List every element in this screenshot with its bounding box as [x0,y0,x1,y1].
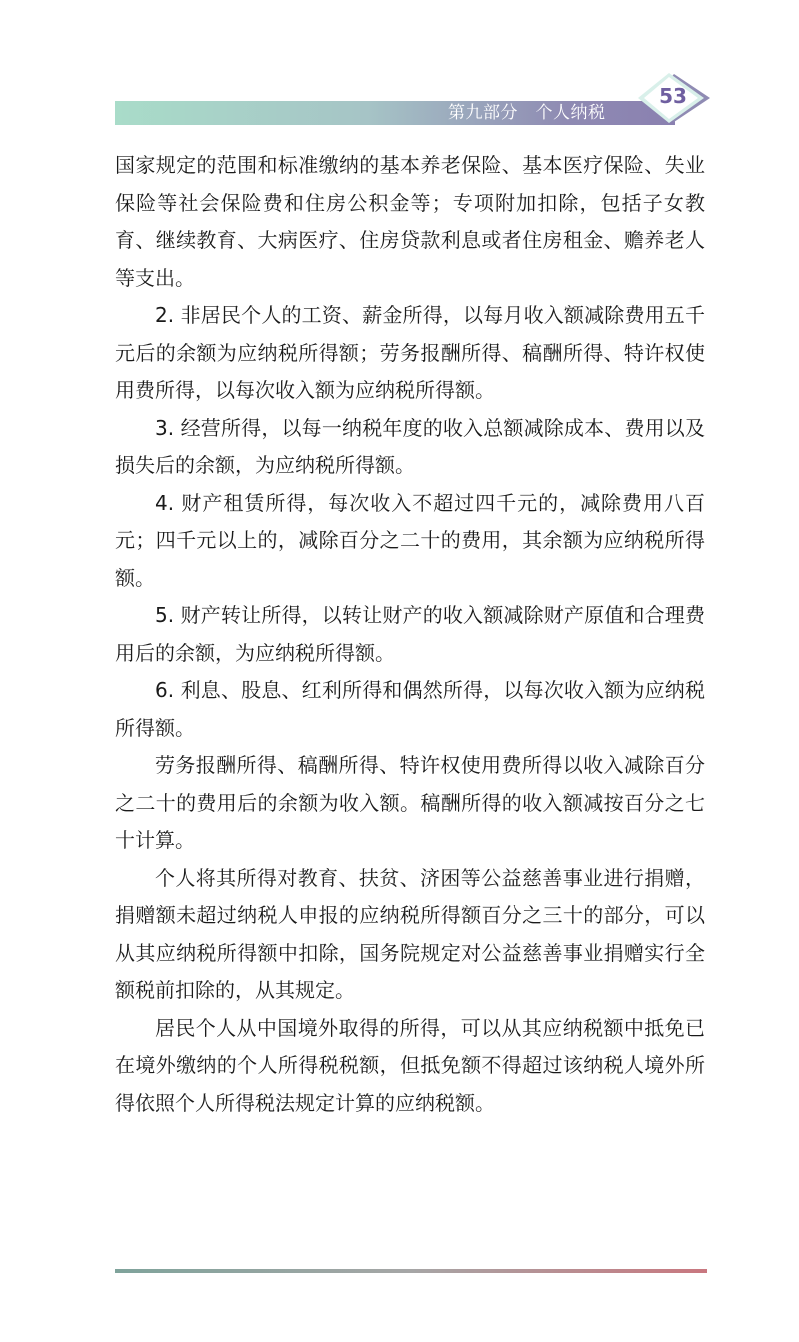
paragraph: 6. 利息、股息、红利所得和偶然所得，以每次收入额为应纳税所得额。 [115,678,705,740]
paragraph: 2. 非居民个人的工资、薪金所得，以每月收入额减除费用五千元后的余额为应纳税所得额；劳务报酬所得、稿酬所得、特许权使用费所得，以每次收入额为应纳税所得额。 [115,303,705,402]
paragraph: 4. 财产租赁所得，每次收入不超过四千元的，减除费用八百元；四千元以上的，减除百分之二十的费用，其余额为应纳税所得额。 [115,490,705,590]
paragraph: 国家规定的范围和标准缴纳的基本养老保险、基本医疗保险、失业保险等社会保险费和住房公积金等；专项附加扣除，包括子女教育、继续教育、大病医疗、住房贷款利息或者住房租金、赡养老人等支出。 [115,153,705,290]
paragraph: 居民个人从中国境外取得的所得，可以从其应纳税额中抵免已在境外缴纳的个人所得税税额，但抵免额不得超过该纳税人境外所得依照个人所得税法规定计算的应纳税额。 [115,1015,705,1115]
paragraph: 5. 财产转让所得，以转让财产的收入额减除财产原值和合理费用后的余额，为应纳税所得额。 [115,603,705,665]
page-number: 53 [659,84,687,108]
paragraph: 个人将其所得对教育、扶贫、济困等公益慈善事业进行捐赠，捐赠额未超过纳税人申报的应纳税所得额百分之三十的部分，可以从其应纳税所得额中扣除，国务院规定对公益慈善事业捐赠实行全额税前扣除的，从其规定。 [115,865,705,1002]
paragraph: 3. 经营所得，以每一纳税年度的收入总额减除成本、费用以及损失后的余额，为应纳税所得额。 [115,415,705,477]
body-text [115,147,705,1122]
paragraph: 劳务报酬所得、稿酬所得、特许权使用费所得以收入减除百分之二十的费用后的余额为收入额。稿酬所得的收入额减按百分之七十计算。 [115,753,705,852]
section-title: 第九部分 个人纳税 [448,103,606,123]
footer-rule [115,1269,707,1273]
